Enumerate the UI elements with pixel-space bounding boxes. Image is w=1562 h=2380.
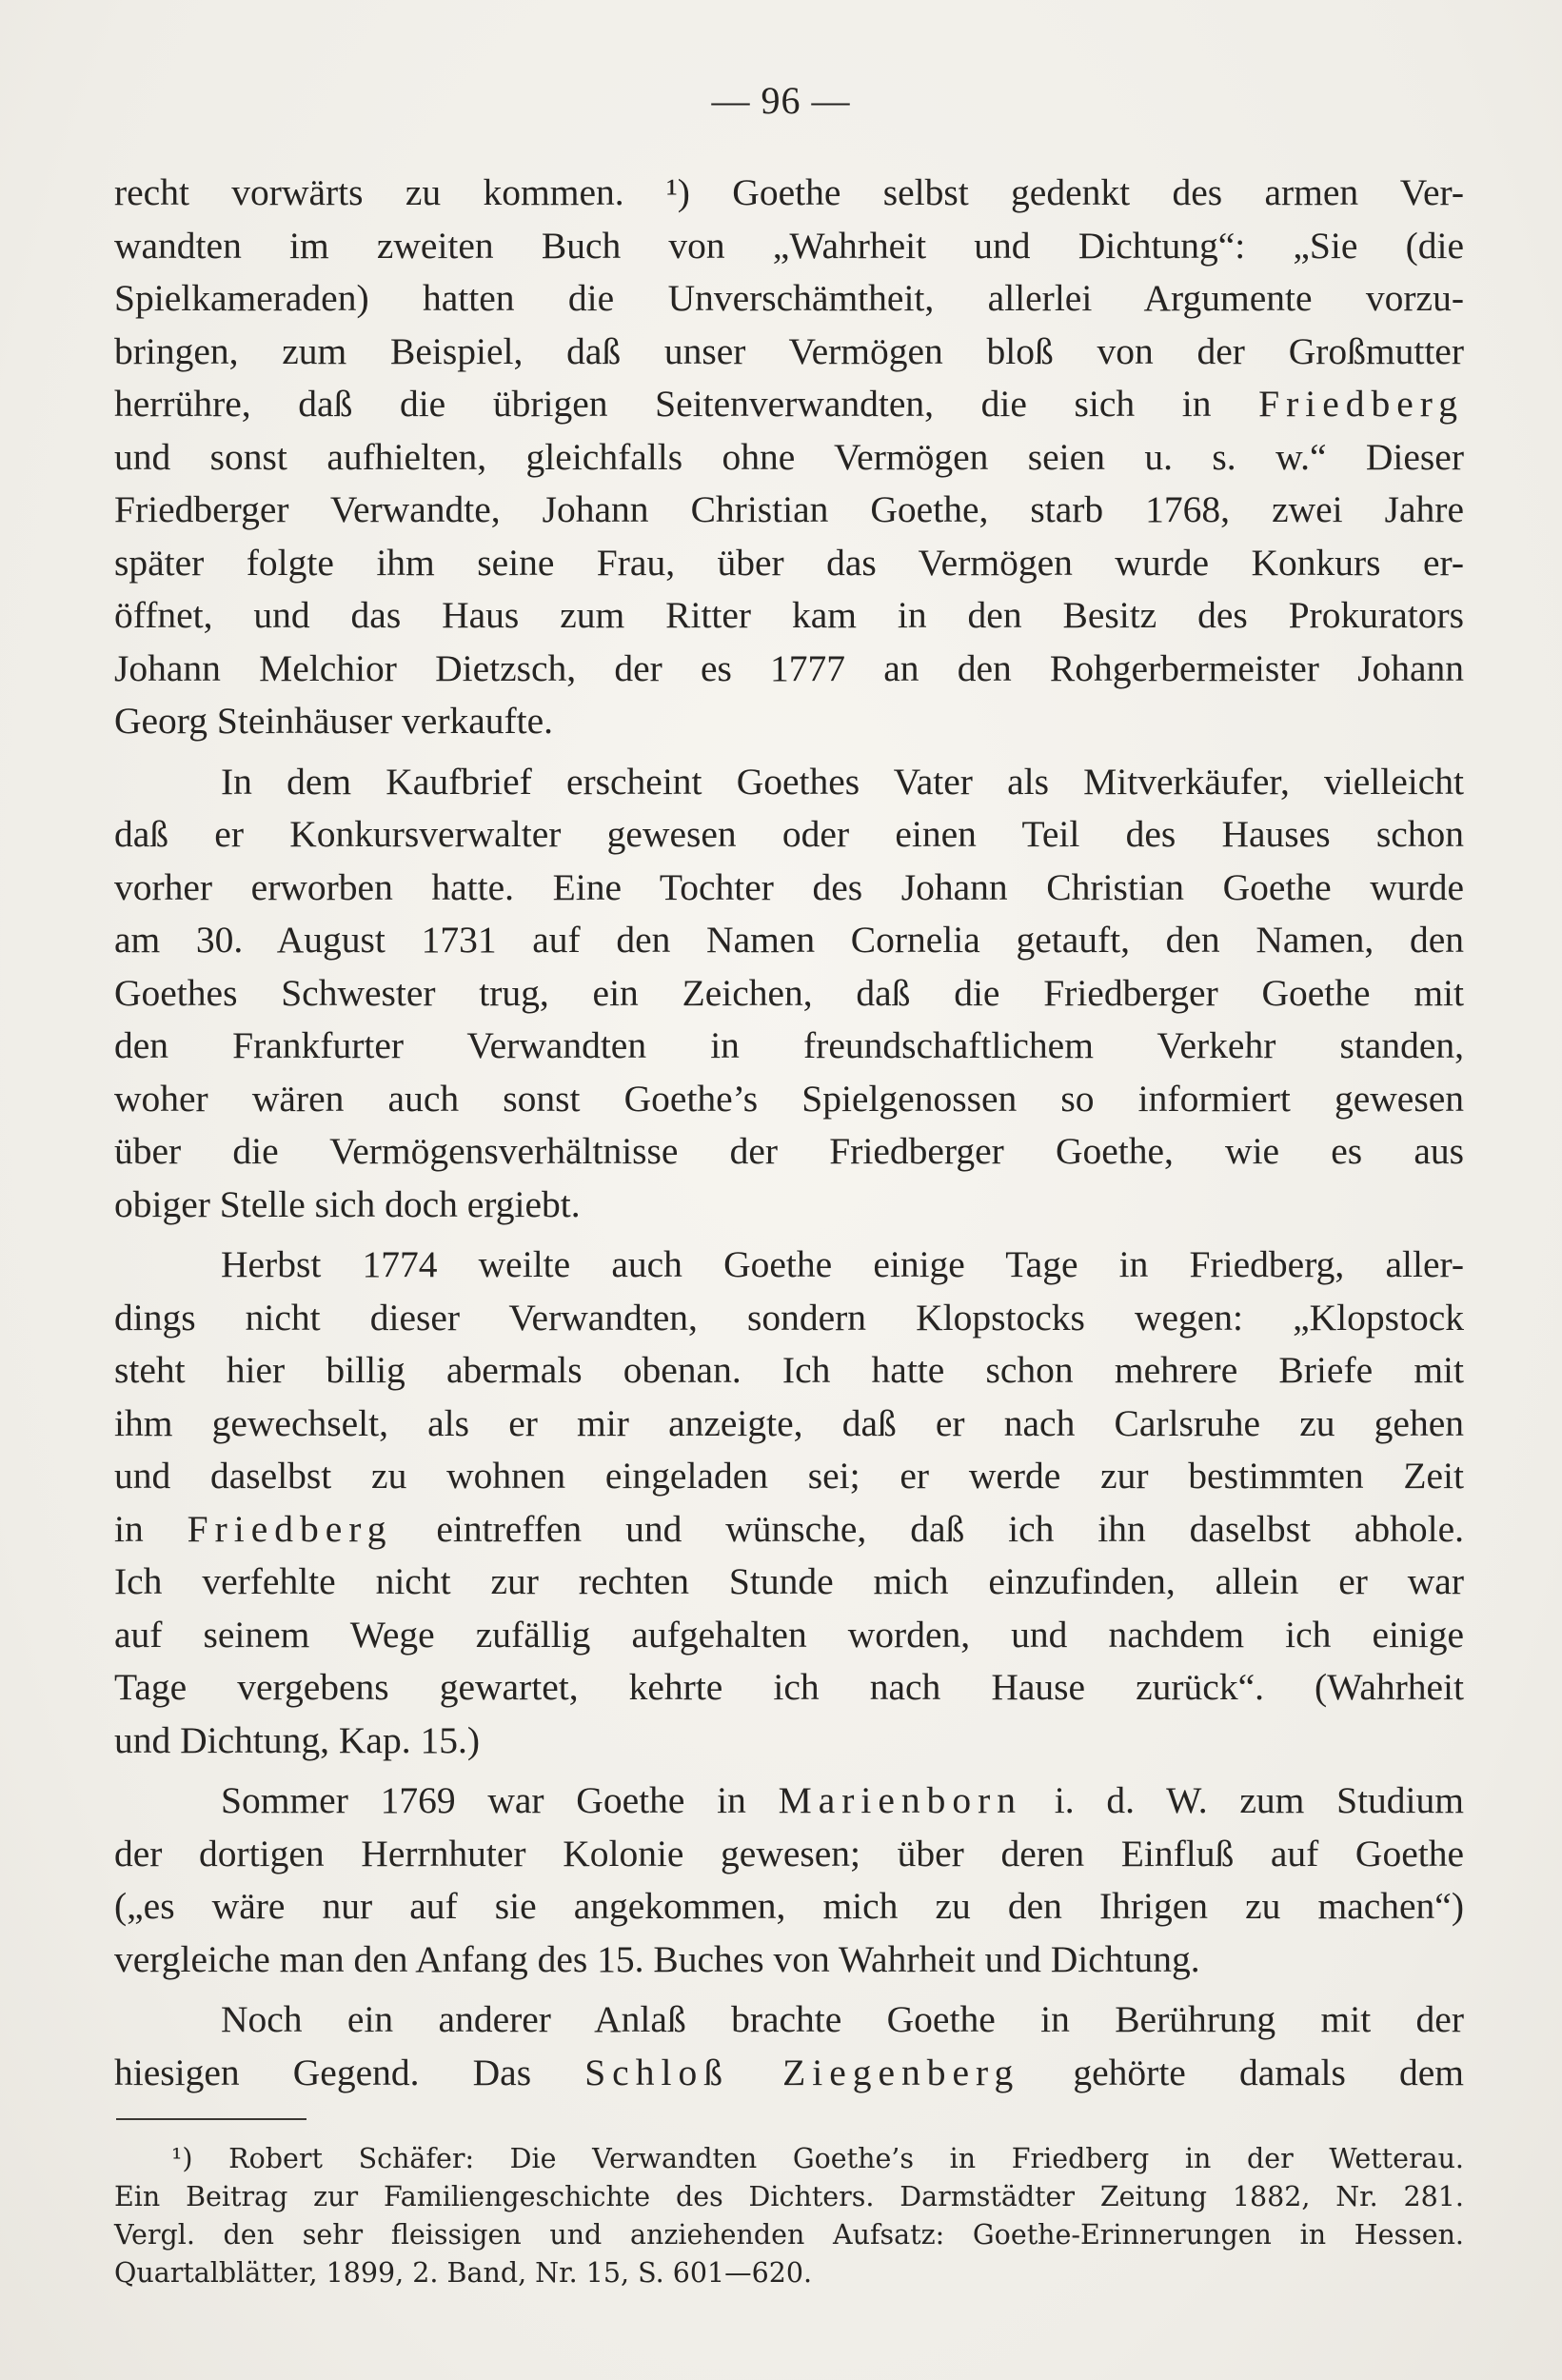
- text-line: steht hier billig abermals obenan. Ich hatte schon mehrere Briefe mit: [114, 1349, 1464, 1391]
- text-line: Tage vergebens gewartet, kehrte ich nach Hause zurück“. (Wahrheit: [114, 1666, 1464, 1708]
- text-line: Johann Melchior Dietzsch, der es 1777 an den Rohgerbermeister Johann: [114, 646, 1464, 689]
- body-text: [114, 167, 1464, 2099]
- paragraph-1: [114, 167, 1464, 748]
- text-line: ihm gewechselt, als er mir anzeigte, daß er nach Carlsruhe zu gehen: [114, 1401, 1464, 1444]
- text-line: vergleiche man den Anfang des 15. Buches von Wahrheit und Dichtung.: [114, 1937, 1200, 1980]
- text-line: öffnet, und das Haus zum Ritter kam in den Besitz des Prokurators: [114, 594, 1464, 636]
- footnote-divider: [116, 2118, 306, 2120]
- text-line: später folgte ihm seine Frau, über das Vermögen wurde Konkurs er-: [114, 541, 1464, 584]
- text-line: wandten im zweiten Buch von „Wahrheit und Dichtung“: „Sie (die: [114, 224, 1464, 267]
- text-line: („es wäre nur auf sie angekommen, mich zu den Ihrigen zu machen“): [114, 1885, 1464, 1927]
- paragraph-5: [114, 1993, 1464, 2099]
- text-line: den Frankfurter Verwandten in freundschaftlichem Verkehr standen,: [114, 1024, 1464, 1066]
- text-line: Ich verfehlte nicht zur rechten Stunde mich einzufinden, allein er war: [114, 1560, 1464, 1602]
- text-line: hiesigen Gegend. Das Schloß Ziegenberg gehörte damals dem: [114, 2051, 1465, 2093]
- text-line: obiger Stelle sich doch ergiebt.: [114, 1182, 581, 1225]
- text-line: woher wären auch sonst Goethe’s Spielgenossen so informiert gewesen: [114, 1077, 1464, 1120]
- text-line: Noch ein anderer Anlaß brachte Goethe in Berührung mit der: [221, 1998, 1464, 2040]
- footnote-line: Quartalblätter, 1899, 2. Band, Nr. 15, S. 601—620.: [114, 2257, 813, 2289]
- text-line: Georg Steinhäuser verkaufte.: [114, 700, 554, 742]
- text-line: und Dichtung, Kap. 15.): [114, 1718, 480, 1761]
- text-line: Spielkameraden) hatten die Unverschämtheit, allerlei Argumente vorzu-: [114, 277, 1464, 319]
- footnote-line: Ein Beitrag zur Familiengeschichte des Dichters. Darmstädter Zeitung 1882, Nr. 281.: [114, 2181, 1464, 2212]
- paragraph-2: [114, 756, 1464, 1232]
- text-line: herrühre, daß die übrigen Seitenverwandten, die sich in Friedberg: [114, 383, 1464, 425]
- footnote: [114, 2140, 1464, 2292]
- text-line: recht vorwärts zu kommen. ¹) Goethe selbst gedenkt des armen Ver-: [114, 171, 1464, 213]
- text-line: Sommer 1769 war Goethe in Marienborn i. d. W. zum Studium: [221, 1779, 1464, 1821]
- text-line: und sonst aufhielten, gleichfalls ohne Vermögen seien u. s. w.“ Dieser: [114, 435, 1464, 478]
- text-line: auf seinem Wege zufällig aufgehalten worden, und nachdem ich einige: [114, 1613, 1464, 1656]
- text-line: am 30. August 1731 auf den Namen Cornelia getauft, den Namen, den: [114, 919, 1464, 961]
- footnote-line: Vergl. den sehr fleissigen und anziehenden Aufsatz: Goethe-Erinnerungen in Hessen.: [114, 2219, 1464, 2251]
- footnote-line: ¹) Robert Schäfer: Die Verwandten Goethe’s in Friedberg in der Wetterau.: [171, 2143, 1464, 2174]
- paragraph-4: [114, 1775, 1464, 1986]
- paragraph-3: [114, 1239, 1464, 1767]
- text-line: der dortigen Herrnhuter Kolonie gewesen; über deren Einfluß auf Goethe: [114, 1832, 1464, 1874]
- text-line: und daselbst zu wohnen eingeladen sei; er werde zur bestimmten Zeit: [114, 1455, 1464, 1497]
- text-line: Friedberger Verwandte, Johann Christian Goethe, starb 1768, zwei Jahre: [114, 488, 1464, 530]
- text-line: Herbst 1774 weilte auch Goethe einige Tage in Friedberg, aller-: [221, 1243, 1464, 1285]
- text-line: Goethes Schwester trug, ein Zeichen, daß die Friedberger Goethe mit: [114, 971, 1464, 1014]
- page-number: — 96 —: [711, 79, 851, 122]
- text-line: dings nicht dieser Verwandten, sondern Klopstocks wegen: „Klopstock: [114, 1296, 1464, 1339]
- text-line: vorher erworben hatte. Eine Tochter des Johann Christian Goethe wurde: [114, 865, 1464, 908]
- text-line: bringen, zum Beispiel, daß unser Vermögen bloß von der Großmutter: [114, 329, 1464, 372]
- text-line: daß er Konkursverwalter gewesen oder einen Teil des Hauses schon: [114, 813, 1464, 855]
- text-line: über die Vermögensverhältnisse der Friedberger Goethe, wie es aus: [114, 1130, 1464, 1172]
- text-line: In dem Kaufbrief erscheint Goethes Vater als Mitverkäufer, vielleicht: [221, 760, 1464, 803]
- text-line: in Friedberg eintreffen und wünsche, daß ich ihn daselbst abhole.: [114, 1507, 1464, 1550]
